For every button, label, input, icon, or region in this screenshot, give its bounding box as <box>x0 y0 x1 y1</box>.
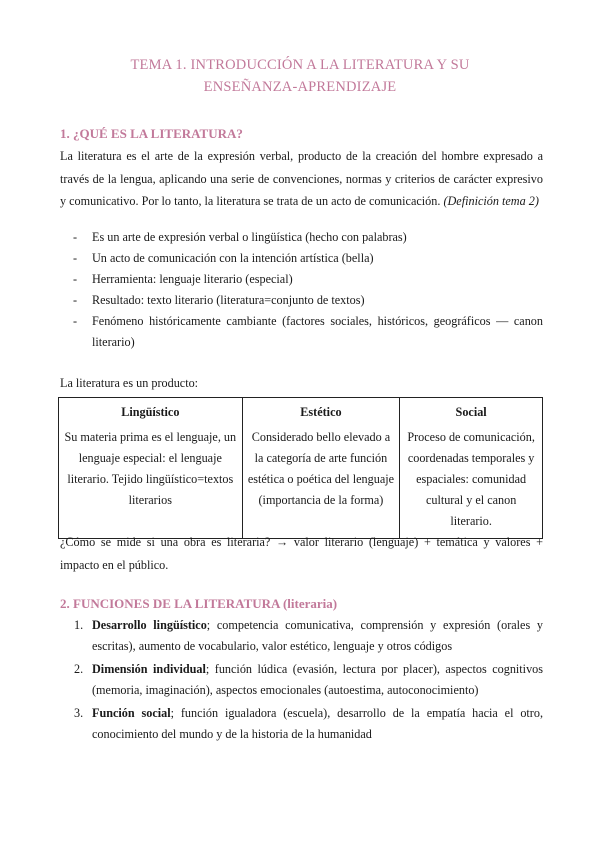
item-term: Función social <box>92 706 171 720</box>
dash-marker: - <box>73 230 78 244</box>
list-item-text: Resultado: texto literario (literatura=conjunto de textos) <box>92 293 365 307</box>
item-number: 3. <box>74 706 84 720</box>
characteristics-list <box>60 227 543 353</box>
intro-text: La literatura es el arte de la expresión verbal, producto de la creación del hombre expresado a través de la lengua, aplicando una serie de convenciones, normas y criterios de carácter expresivo y comunicativo. Por lo tanto, la literatura se trata de un acto de comunicación. <box>60 149 543 208</box>
table-header-cell: Social <box>400 398 543 426</box>
list-item-text: Herramienta: lenguaje literario (especial) <box>92 272 293 286</box>
item-text: ; función igualadora (escuela), desarrollo de la empatía hacia el otro, conocimiento del mundo y de la historia de la humanidad <box>92 706 543 741</box>
list-item <box>60 227 543 248</box>
list-item-text: Fenómeno históricamente cambiante (factores sociales, históricos, geográficos — canon literario) <box>92 314 543 349</box>
list-item <box>60 659 543 701</box>
product-table <box>58 397 543 539</box>
list-item <box>60 615 543 657</box>
list-item-text: Es un arte de expresión verbal o lingüística (hecho con palabras) <box>92 230 407 244</box>
document-title-line-1: TEMA 1. INTRODUCCIÓN A LA LITERATURA Y SU <box>130 57 470 73</box>
item-term: Dimensión individual <box>92 662 206 676</box>
list-item <box>60 311 543 353</box>
list-item <box>60 290 543 311</box>
section-2-heading: 2. FUNCIONES DE LA LITERATURA (literaria) <box>60 596 338 611</box>
table-cell: Proceso de comunicación, coordenadas temporales y espaciales: comunidad cultural y el canon literario. <box>400 425 543 539</box>
list-item-text: Un acto de comunicación con la intención artística (bella) <box>92 251 374 265</box>
section-1-heading: 1. ¿QUÉ ES LA LITERATURA? <box>60 126 243 141</box>
item-term: Desarrollo lingüístico <box>92 618 207 632</box>
item-text: ; función lúdica (evasión, lectura por placer), aspectos cognitivos (memoria, imaginación), aspectos emocionales (autoestima, autoconocimiento) <box>92 662 543 697</box>
table-header-cell: Lingüístico <box>59 398 243 426</box>
table-cell: Considerado bello elevado a la categoría de arte función estética o poética del lenguaje (importancia de la forma) <box>242 425 400 539</box>
dash-marker: - <box>73 272 78 286</box>
product-label: La literatura es un producto: <box>60 376 199 390</box>
dash-marker: - <box>73 293 78 307</box>
table-header-row <box>59 398 543 426</box>
document-title-line-2: ENSEÑANZA-APRENDIZAJE <box>203 79 397 95</box>
list-item <box>60 703 543 745</box>
item-text: ; competencia comunicativa, comprensión y expresión (orales y escritas), aumento de vocabulario, valor estético, lenguaje y otros códigos <box>92 618 543 653</box>
dash-marker: - <box>73 251 78 265</box>
intro-note: (Definición tema 2) <box>443 194 539 208</box>
section-1-intro <box>60 145 543 213</box>
list-item <box>60 248 543 269</box>
functions-list <box>60 615 543 747</box>
item-number: 2. <box>74 662 84 676</box>
literary-measure-text: ¿Cómo se mide si una obra es literaria? → valor literario (lenguaje) + temática y valores + impacto en el público. <box>60 535 543 572</box>
table-row <box>59 425 543 539</box>
table-cell: Su materia prima es el lenguaje, un lenguaje especial: el lenguaje literario. Tejido lingüístico=textos literarios <box>59 425 243 539</box>
item-number: 1. <box>74 618 84 632</box>
list-item <box>60 269 543 290</box>
dash-marker: - <box>73 314 78 328</box>
table-header-cell: Estético <box>242 398 400 426</box>
